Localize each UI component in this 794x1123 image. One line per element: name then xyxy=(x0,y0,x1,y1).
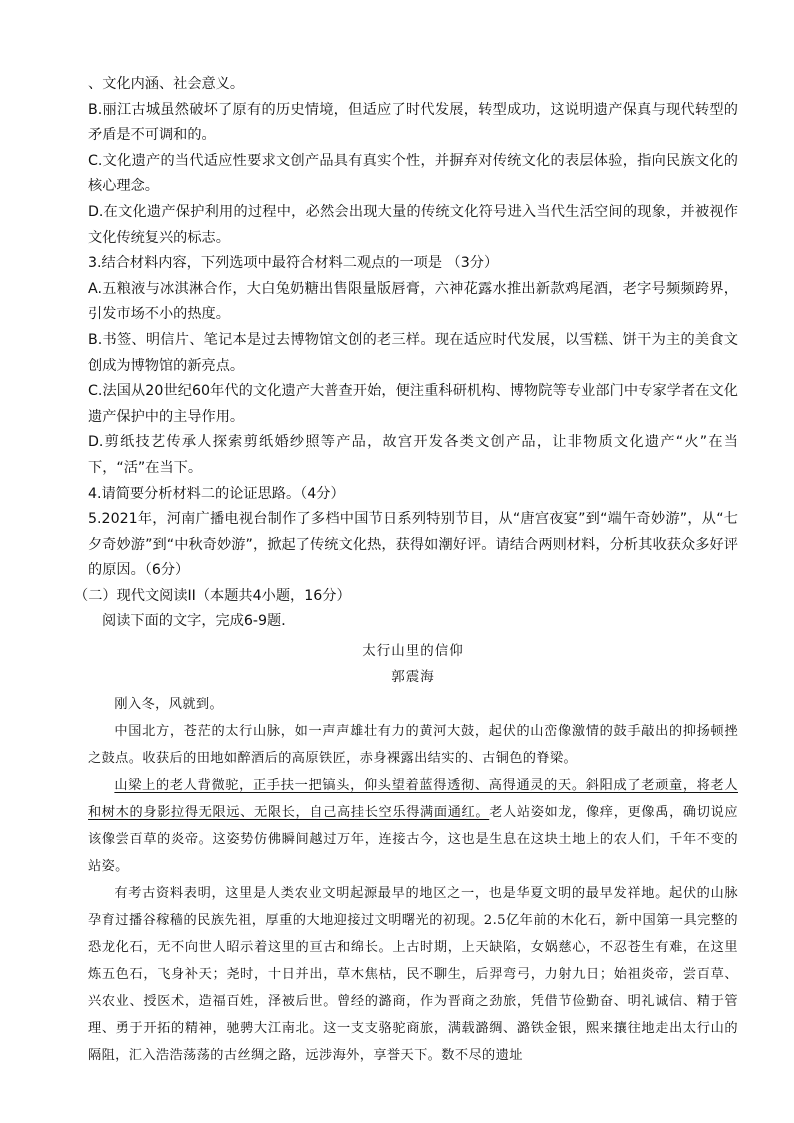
q2-option-a-tail: 、文化内涵、社会意义。 xyxy=(88,76,245,92)
section-heading: （二）现代文阅读II（本题共4小题，16分） xyxy=(74,587,351,604)
paragraph-3-rest: 老人站姿如龙，像痒，更像禹，确切说应该像尝百草的炎帝。这姿势仿佛瞬间越过万年，连接古今，这也是生息在这块土地上的农人们，千年不变的站姿。 xyxy=(88,805,738,875)
q4-stem: 4.请简要分析材料二的论证思路。（4分） xyxy=(88,485,345,502)
q5-stem: 5.2021年，河南广播电视台制作了多档中国节日系列特别节目，从“唐宫夜宴”到“端午奇妙游”，从“七夕奇妙游”到“中秋奇妙游”，掀起了传统文化热，获得如潮好评。请结合两则材料，分析其收获众多好评的原因。（6分） xyxy=(88,511,738,579)
underlined-sentence: 山梁上的老人背微驼，正手扶一把镐头，仰头望着蓝得透彻、高得通灵的天。斜阳成了老顽童，将老人和树木的身影拉得无限远、无限长，自己高挂长空乐得满面通红。 xyxy=(88,778,738,821)
article-paragraph-4: 有考古资料表明，这里是人类农业文明起源最早的地区之一，也是华夏文明的最早发祥地。起伏的山脉孕育过播谷稼穑的民族先祖，厚重的大地迎接过文明曙光的初现。2.5亿年前的木化石，新中国第一具完整的恐龙化石，无不向世人昭示着这里的亘古和绵长。上古时期，上天缺陷，女娲慈心，不忍苍生有难，在这里炼五色石，飞身补天；尧时，十日并出，草木焦枯，民不聊生，后羿弯弓，力射九日；始祖炎帝，尝百草、兴农业、授医术，造福百姓，泽被后世。曾经的潞商，作为晋商之劲旅，凭借节俭勤奋、明礼诚信、精于管理、勇于开拓的精神，驰骋大江南北。这一支支骆驼商旅，满载潞绸、潞铁金银，熙来攘往地走出太行山的隔阻，汇入浩浩荡荡的古丝绸之路，远涉海外，享誉天下。数不尽的遗址 xyxy=(88,886,738,1064)
reading-instruction: 阅读下面的文字，完成6-9题． xyxy=(102,613,296,630)
q3-option-b: B.书签、明信片、笔记本是过去博物馆文创的老三样。现在适应时代发展，以雪糕、饼干为主的美食文创成为博物馆的新亮点。 xyxy=(88,331,738,374)
q3-stem: 3.结合材料内容，下列选项中最符合材料二观点的一项是 （3分） xyxy=(88,255,499,272)
q2-option-b: B.丽江古城虽然破坏了原有的历史情境，但适应了时代发展，转型成功，这说明遗产保真与现代转型的矛盾是不可调和的。 xyxy=(88,101,738,144)
article-paragraph-2: 中国北方，苍茫的太行山脉，如一声声雄壮有力的黄河大鼓，起伏的山峦像激情的鼓手敲出的抑扬顿挫之鼓点。收获后的田地如醉酒后的高原铁匠，赤身裸露出结实的、古铜色的脊梁。 xyxy=(88,724,738,767)
article-author: 郭震海 xyxy=(391,669,435,686)
article-paragraph-3 xyxy=(88,772,738,880)
q2-option-d: D.在文化遗产保护利用的过程中，必然会出现大量的传统文化符号进入当代生活空间的现象，并被视作文化传统复兴的标志。 xyxy=(88,203,738,246)
article-title: 太行山里的信仰 xyxy=(362,643,464,660)
q3-option-d: D.剪纸技艺传承人探索剪纸婚纱照等产品，故宫开发各类文创产品，让非物质文化遗产“火”在当下，“活”在当下。 xyxy=(88,434,738,476)
q3-option-a: A.五粮液与冰淇淋合作，大白兔奶糖出售限量版唇膏，六神花露水推出新款鸡尾酒，老字号频频跨界，引发市场不小的热度。 xyxy=(88,280,738,323)
article-paragraph-1: 刚入冬，风就到。 xyxy=(114,697,224,713)
q2-option-c: C.文化遗产的当代适应性要求文创产品具有真实个性，并摒弃对传统文化的表层体验，指向民族文化的核心理念。 xyxy=(88,152,738,195)
q3-option-c: C.法国从20世纪60年代的文化遗产大普查开始，便注重科研机构、博物院等专业部门中专家学者在文化遗产保护中的主导作用。 xyxy=(88,383,738,425)
